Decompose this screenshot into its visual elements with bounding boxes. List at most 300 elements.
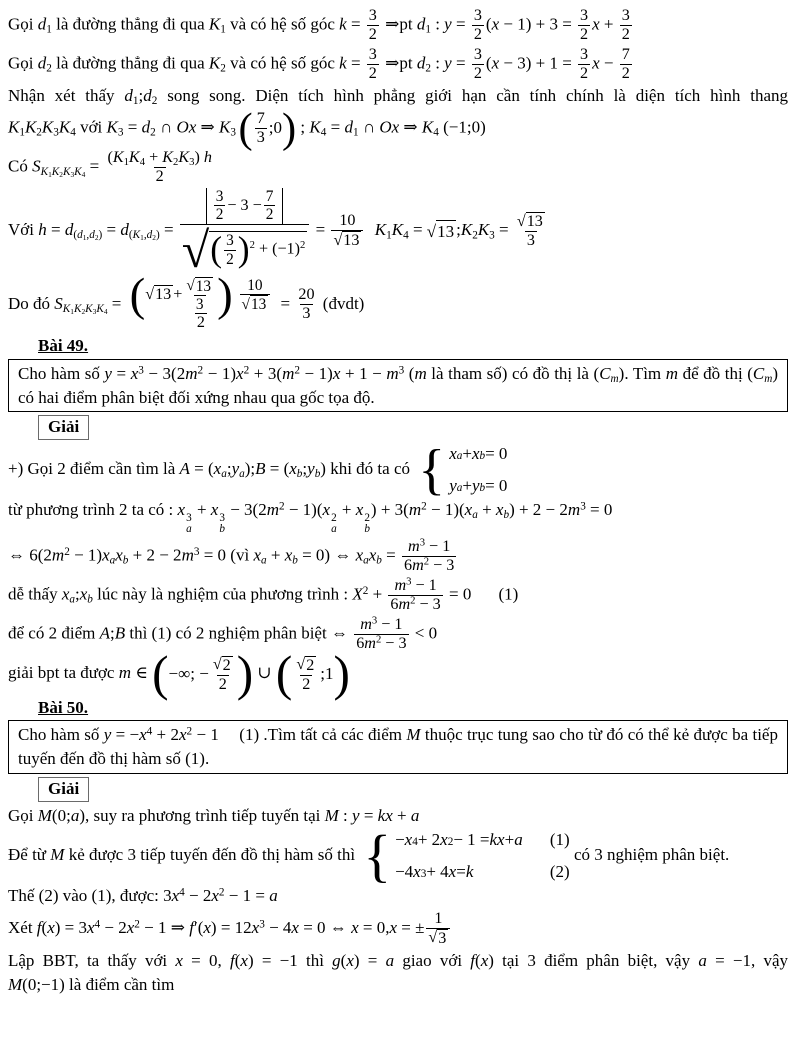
brace-icon: { xyxy=(418,439,446,502)
math-variable: b xyxy=(314,468,321,481)
math-variable: x xyxy=(289,459,297,479)
math-variable: d xyxy=(416,53,426,73)
math-variable: K xyxy=(58,117,71,137)
line-tuong-duong-6: ⇔ $6(2m^2 - 1)x_ax_b + 2 - 2m^3 = 0$ (vì $x_a + x_b = 0$) ⇔ $x_ax_b$ = $\frac{m^3 - 1}{6m^2 - 3}$ xyxy=(8,537,455,574)
subscript xyxy=(611,373,619,385)
giai-label-50: Giải xyxy=(38,777,89,802)
subscript: 1 xyxy=(386,229,392,242)
subscript: 2 xyxy=(59,169,63,179)
math-variable: m xyxy=(181,545,194,565)
radical-icon: √ xyxy=(186,277,195,295)
math-variable: m xyxy=(412,556,424,574)
superscript: 3 xyxy=(371,615,378,627)
square-root: √ 2 xyxy=(212,655,231,674)
subscript: 3 xyxy=(70,169,75,179)
math-variable: K xyxy=(24,117,37,137)
subscript: 2 xyxy=(36,126,42,139)
math-variable: m xyxy=(118,663,132,683)
subscript xyxy=(123,554,129,566)
math-variable: y xyxy=(307,459,315,479)
fraction: √ 2 2 xyxy=(296,655,315,693)
math-variable: K xyxy=(106,117,118,137)
fraction: 1 √ 3 xyxy=(426,910,450,948)
math-variable: x xyxy=(291,917,299,937)
superscript: 4 xyxy=(179,886,185,899)
subscript xyxy=(315,468,321,480)
math-variable: x xyxy=(178,725,187,745)
superscript: 2 xyxy=(186,725,193,738)
line-lap-bbt: Lập BBT, ta thấy với x = 0, f(x) = −1 thì g(x) = a giao với f(x) tại 3 điểm phân biệt, vậy a = −1, vậy xyxy=(8,950,789,970)
math-variable: x xyxy=(355,545,364,565)
math-variable: K xyxy=(62,165,71,178)
bai-49-problem-box: Cho hàm số $y = x^3 - 3(2m^2 - 1)x^2 + 3(m^2 - 1)x + 1 - m^3$ (m là tham số) có đồ thị là $(C_m)$. Tìm m để đồ thị $(C_m)$ có hai điểm phân biệt đối xứng nhau qua gốc tọa độ. xyxy=(8,359,788,413)
bai-49-heading: Bài 49. xyxy=(38,336,89,356)
superscript: 2 xyxy=(410,595,416,607)
fraction xyxy=(180,188,310,278)
math-variable: x xyxy=(236,363,244,383)
superscript: 2 xyxy=(249,240,255,252)
math-variable: K xyxy=(74,165,82,178)
math-variable: C xyxy=(752,363,765,383)
math-variable: y xyxy=(444,14,452,34)
subscript: 3 xyxy=(92,306,97,316)
math-variable: m xyxy=(408,500,422,520)
math-variable: d xyxy=(89,229,95,242)
subscript: 4 xyxy=(320,126,327,139)
math-variable: m xyxy=(282,363,295,383)
math-variable: K xyxy=(391,220,404,240)
math-variable: S xyxy=(32,156,41,176)
math-variable: x xyxy=(87,917,95,937)
fraction: $\frac{3}{2}$ xyxy=(368,7,377,44)
math-variable: m xyxy=(764,373,773,386)
math-variable: m xyxy=(185,363,198,383)
subscript xyxy=(69,594,75,606)
subscript: 2 xyxy=(472,229,478,242)
fraction: $\frac{3}{2}$ xyxy=(368,46,377,83)
line-de-thay: dễ thấy $x_a;x_b$ lúc này là nghiệm của phương trình : $X^2$ + $\frac{m^3 - 1}{6m^2 - 3}$ = 0 (1) xyxy=(8,576,519,614)
math-variable: x xyxy=(79,584,88,604)
subscript: (d1,d2) xyxy=(73,229,103,243)
math-variable: x xyxy=(171,886,180,906)
math-variable: x xyxy=(253,545,261,565)
math-variable: b xyxy=(479,450,486,463)
math-variable: kx xyxy=(377,805,393,825)
math-variable: B xyxy=(255,459,266,479)
subscript: 3 xyxy=(489,229,495,242)
parenthesized-group: ( −∞; − √ 2 2 ) xyxy=(152,646,254,702)
math-variable: d xyxy=(120,220,129,240)
superscript: 3 xyxy=(193,545,200,558)
math-variable: x xyxy=(177,500,186,520)
math-variable: x xyxy=(464,500,473,520)
math-variable: f xyxy=(189,917,194,937)
math-variable: x xyxy=(322,500,331,520)
math-variable: h xyxy=(203,149,212,166)
system-row: x a + x b = 0 xyxy=(449,443,507,465)
math-variable: y xyxy=(103,725,112,745)
math-variable: a xyxy=(385,950,395,970)
line-nhan-xet: Nhận xét thấy $d_1;d_2$ song song. Diện tích hình phẳng giới hạn cần tính chính là diện tích hình thang xyxy=(8,86,788,108)
math-variable: M xyxy=(406,725,421,745)
math-variable: K xyxy=(162,149,173,166)
math-variable: K xyxy=(421,117,434,137)
system-row: − x 4 + 2 x 2 − 1 = kx + a (1) xyxy=(395,829,570,851)
math-variable: x xyxy=(130,363,139,383)
superscript: 2 xyxy=(243,364,250,377)
superscript: 2 xyxy=(294,364,300,377)
subscript: 2 xyxy=(152,233,156,243)
radical-icon: √ xyxy=(296,655,306,673)
fraction: √ 2 2 xyxy=(212,655,231,693)
sub-sup-stack: 2 b xyxy=(364,511,370,536)
math-variable: Ox xyxy=(379,117,400,137)
subscript: 2 xyxy=(151,95,158,108)
subscript xyxy=(472,509,478,521)
math-variable: Ox xyxy=(176,117,197,137)
math-variable: K xyxy=(374,220,387,240)
math-variable: x xyxy=(471,444,480,464)
math-variable: d xyxy=(141,117,151,137)
math-variable: x xyxy=(355,500,364,520)
math-variable: S xyxy=(54,293,63,313)
math-variable: a xyxy=(260,554,267,567)
subscript: 2 xyxy=(46,62,52,75)
math-variable: A xyxy=(179,459,190,479)
math-variable: K xyxy=(208,14,221,34)
math-variable: d xyxy=(143,86,152,106)
math-variable: K xyxy=(8,117,20,137)
equation-system xyxy=(418,439,508,502)
subscript xyxy=(297,468,303,480)
subscript: 1 xyxy=(19,126,25,139)
math-variable: x xyxy=(332,363,341,383)
math-variable: K xyxy=(73,302,82,315)
math-variable: x xyxy=(126,917,135,937)
subscript: 2 xyxy=(81,306,86,316)
math-variable: x xyxy=(368,545,377,565)
brace-icon: { xyxy=(363,823,392,889)
math-variable: K xyxy=(51,165,60,178)
math-variable: m xyxy=(414,363,427,383)
math-variable: m xyxy=(386,363,399,383)
math-variable: y xyxy=(104,363,112,383)
fraction: √ 13 3 xyxy=(516,212,543,250)
math-variable: x xyxy=(102,545,110,565)
math-variable: k xyxy=(339,14,347,34)
superscript: 4 xyxy=(94,918,101,930)
subscript: 3 xyxy=(230,126,236,139)
radical-icon: √ xyxy=(241,295,250,313)
line-de-tu-m: Để từ M kẻ được 3 tiếp tuyến đến đồ thị hàm số thì { − x 4 + 2 x 2 − 1 = kx + a (1) −4 x 3 + 4 x = k (2) có 3 nghiệm phân biệt. xyxy=(8,823,730,889)
subscript xyxy=(63,303,108,315)
math-variable: M xyxy=(37,805,52,825)
giai-label-49-wrap xyxy=(38,415,788,440)
subscript: 1 xyxy=(352,126,359,139)
math-variable: d xyxy=(37,14,47,34)
radical-icon: √ xyxy=(212,655,222,673)
superscript: 2 xyxy=(64,545,70,558)
math-variable: x xyxy=(346,950,354,970)
math-variable: K xyxy=(208,53,221,73)
sub-sup-stack: 3 a xyxy=(186,511,192,536)
superscript: 3 xyxy=(138,364,144,377)
math-variable: d xyxy=(344,117,353,137)
math-variable: d xyxy=(146,229,153,242)
document-content xyxy=(8,7,788,997)
math-variable: x xyxy=(440,830,448,850)
math-variable: K xyxy=(96,302,104,315)
subscript: 1 xyxy=(82,233,87,243)
superscript: 3 xyxy=(259,918,265,930)
radical-icon: √ xyxy=(181,221,210,278)
line-goi-d2: Gọi $d_2$ là đường thẳng đi qua $K_2$ và có hệ số góc k = $\frac{3}{2}$ ⇒pt $d_2$ : y = $\frac{3}{2}$ (x − 3) + 1 = $\frac{3}{2}$ x − $\frac{7}{2}$ xyxy=(8,46,630,83)
math-variable: x xyxy=(115,545,123,565)
math-variable: K xyxy=(85,302,93,315)
math-variable: K xyxy=(477,220,490,240)
math-variable: f xyxy=(470,950,476,970)
fraction: $\frac{m^3 - 1}{6m^2 - 3}$ xyxy=(390,576,441,614)
square-root: √ 13 xyxy=(241,295,267,314)
parenthesized-group: ( √ 13 + √ 13 3 ) xyxy=(129,268,233,321)
math-variable: x xyxy=(240,950,248,970)
subscript: 1 xyxy=(220,23,226,36)
superscript: 3 xyxy=(398,364,405,377)
math-variable: M xyxy=(324,805,339,825)
math-variable: y xyxy=(449,475,457,495)
superscript: 3 xyxy=(580,500,586,513)
math-variable: x xyxy=(491,14,500,34)
math-variable: d xyxy=(124,86,133,106)
math-variable: b xyxy=(87,593,93,606)
math-variable: f xyxy=(229,950,235,970)
math-variable: a xyxy=(363,554,369,567)
line-de-co-2-diem: để có 2 điểm A;B thì (1) có 2 nghiệm phân biệt ⇔ $\frac{m^3 - 1}{6m^2 - 3}$ < 0 xyxy=(8,615,438,653)
math-variable: f xyxy=(36,917,42,937)
superscript: 4 xyxy=(146,725,153,738)
line-xet-fx: Xét $f(x) = 3x^4 - 2x^2 - 1$ ⇒ $f'(x) = 12x^3 - 4x = 0$ ⇔ x = 0,x = ± 1 √ 3 xyxy=(8,910,788,948)
math-variable: m xyxy=(51,545,65,565)
subscript: 4 xyxy=(139,156,146,168)
radical-icon: √ xyxy=(145,285,155,303)
math-variable: M xyxy=(8,975,23,995)
math-variable: x xyxy=(480,950,489,970)
radical-icon: √ xyxy=(428,929,438,947)
math-variable: a xyxy=(456,450,463,463)
math-variable: x xyxy=(592,14,600,34)
line-co-s: Có $S_{K_1K_2K_3K_4}$ = $\frac{(K_1K_4 + K_2K_3) h}{2}$ xyxy=(8,149,212,186)
math-variable: x xyxy=(284,545,293,565)
fraction: $\frac{3}{2}$ xyxy=(473,46,482,83)
math-variable: g xyxy=(332,950,341,970)
math-variable: K xyxy=(112,149,124,166)
math-variable: a xyxy=(331,523,337,536)
square-root: √ ( $\frac{3}{2}$ ) $^2 + (-1)^2$ xyxy=(181,221,306,278)
math-variable: K xyxy=(219,117,231,137)
parenthesized-group: ( $\frac{3}{2}$ ) xyxy=(210,229,250,270)
math-variable: a xyxy=(472,509,478,522)
fraction: ( √ 13 + √ 13 3 ) 10 √ 13 2 xyxy=(128,277,275,333)
line-tu-phuong-trinh: từ phương trình 2 ta có : x 3 a + x 3 b − $3(2m^2 - 1)(x$ 2 a + x 2 b ) + $3(m^2 - 1)(x_a + x_b) + 2 - 2m^3 = 0$ xyxy=(8,500,613,536)
math-variable: x xyxy=(449,444,457,464)
math-variable: x xyxy=(213,459,222,479)
math-variable: x xyxy=(389,917,397,937)
math-variable: K xyxy=(132,229,141,242)
math-variable: b xyxy=(219,523,225,536)
subscript: 4 xyxy=(70,126,76,139)
math-variable: a xyxy=(70,805,80,825)
subscript: 1 xyxy=(132,95,139,108)
math-variable: d xyxy=(416,14,426,34)
math-variable: K xyxy=(128,149,140,166)
absolute-value: $\frac{3}{2}$ − 3 − $\frac{7}{2}$ xyxy=(206,188,284,223)
line-m-0-1: M(0;−1) là điểm cần tìm xyxy=(8,975,175,995)
math-variable: x xyxy=(495,500,504,520)
fraction: $\frac{7}{3}$ xyxy=(256,109,265,146)
math-variable: a xyxy=(514,830,523,850)
subscript xyxy=(261,554,267,566)
subscript: 4 xyxy=(103,306,108,316)
math-variable: b xyxy=(292,554,298,567)
line-giai-bpt: giải bpt ta được m ∈ ( −∞; − √ 2 2 ) ∪ ( √ 2 2 ;1 ) xyxy=(8,646,350,702)
math-variable: m xyxy=(567,500,581,520)
fraction: $\frac{3}{2}$ xyxy=(580,46,589,83)
math-variable: a xyxy=(69,593,75,606)
square-root: √ 3 xyxy=(428,929,447,947)
subscript: 3 xyxy=(53,126,59,139)
subscript: 3 xyxy=(117,126,124,139)
math-variable: m xyxy=(665,363,678,383)
math-variable: a xyxy=(698,950,707,970)
line-hinh-thang-k: $K_1K_2K_3K_4$ với $K_3 = d_2$ ∩ Ox ⇒ $K_3$ ( $\frac{7}{3}$ ;0 ) ; $K_4 = d_1$ ∩ Ox ⇒ $K_4$ (−1;0) xyxy=(8,104,486,152)
square-root: √ 13 xyxy=(516,212,543,231)
system-row: −4 x 3 + 4 x = k (2) xyxy=(395,861,570,883)
subscript: 2 xyxy=(220,62,226,75)
superscript: 2 xyxy=(218,886,225,899)
line-voi-h: Với $h = d_{(d_1,d_2)} = d_{(K_1,d_2)}$ = $\frac{3}{2}$ − 3 − $\frac{7}{2}$ √ ( $\frac{3}{2}$ ) $^2 + (-1)^2$ = 10 √ 13 $K_1K_4$ = √ 13 $;K_2K_3$ = √ 13 3 xyxy=(8,188,788,274)
math-variable: X xyxy=(352,584,363,604)
math-variable: K xyxy=(41,117,54,137)
line-goi-m: Gọi M(0;a), suy ra phương trình tiếp tuyến tại M : y = kx + a xyxy=(8,805,420,825)
superscript: 2 xyxy=(362,584,369,597)
superscript: 2 xyxy=(134,918,140,930)
system-row: y a + y b = 0 xyxy=(449,475,507,497)
math-variable: B xyxy=(114,623,126,643)
radical-icon: √ xyxy=(516,212,526,230)
math-variable: x xyxy=(448,861,457,881)
parenthesized-group: ( $\frac{7}{3}$ ;0 ) xyxy=(238,104,297,152)
superscript: 2 xyxy=(197,364,204,377)
math-variable: m xyxy=(364,635,376,653)
math-variable: x xyxy=(404,830,413,850)
math-variable: x xyxy=(139,725,147,745)
fraction: 10 √ 13 xyxy=(240,277,271,314)
subscript: 3 xyxy=(189,156,195,168)
math-variable: x xyxy=(251,917,260,937)
math-variable: x xyxy=(47,917,55,937)
math-variable: m xyxy=(398,596,411,614)
math-variable: K xyxy=(178,149,190,166)
math-variable: b xyxy=(503,509,510,522)
math-variable: a xyxy=(221,468,227,481)
superscript: 2 xyxy=(375,634,382,646)
sub-sup-stack: 2 a xyxy=(331,511,337,536)
subscript: 1 xyxy=(123,156,129,168)
fraction: $\frac{3}{2}$ xyxy=(215,188,224,224)
subscript: 4 xyxy=(433,126,439,139)
math-variable: x xyxy=(203,917,211,937)
math-variable: x xyxy=(592,53,600,73)
fraction: $\frac{m^3 - 1}{6m^2 - 3}$ xyxy=(356,615,407,653)
math-variable: A xyxy=(99,623,110,643)
bai-50-heading: Bài 50. xyxy=(38,697,89,717)
subscript: 1 xyxy=(425,23,431,36)
math-variable: d xyxy=(64,220,74,240)
math-variable: a xyxy=(186,523,192,536)
fraction: $\frac{3}{2}$ xyxy=(580,7,589,44)
math-variable: m xyxy=(266,500,279,520)
math-variable: k xyxy=(465,861,474,881)
radical-icon: √ xyxy=(333,231,343,249)
fraction: $\frac{7}{2}$ xyxy=(621,46,630,83)
math-variable: x xyxy=(175,950,183,970)
math-variable: a xyxy=(456,481,463,494)
bai-50-problem-box: Cho hàm số $y = -x^4 + 2x^2 - 1$ (1) .Tìm tất cả các điểm M thuộc trục tung sao cho từ đó có thể kẻ được ba tiếp tuyến đến đồ thị hàm số (1). xyxy=(8,720,788,774)
square-root: √ 13 xyxy=(333,231,360,250)
line-do-do-s: Do đó $S_{K_1K_2K_3K_4}$ = ( √ 13 + √ 13 3 ) 10 √ 13 2 = $\frac{20}{3}$ (đvdt) xyxy=(8,268,365,332)
math-variable: k xyxy=(339,53,347,73)
subscript: (K1,d2) xyxy=(128,229,160,243)
equation-system xyxy=(363,823,570,889)
subscript: 2 xyxy=(94,233,99,243)
superscript: 3 xyxy=(419,537,426,549)
superscript: 2 xyxy=(423,556,430,568)
math-variable: m xyxy=(610,373,619,386)
fraction: $\frac{3}{2}$ xyxy=(226,232,234,268)
math-variable: y xyxy=(471,475,480,495)
math-variable: x xyxy=(413,861,421,881)
line-the-2-vao-1: Thế (2) vào (1), được: $3x^4 - 2x^2 - 1 = a$ xyxy=(8,886,278,906)
math-variable: a xyxy=(410,805,420,825)
giai-label-50-wrap xyxy=(38,777,788,802)
subscript: 1 xyxy=(140,233,144,243)
subscript xyxy=(292,554,298,566)
math-variable: y xyxy=(352,805,360,825)
math-variable: b xyxy=(296,468,303,481)
math-variable: a xyxy=(109,554,116,567)
math-variable: K xyxy=(309,117,321,137)
subscript xyxy=(87,594,93,606)
math-variable: m xyxy=(360,616,372,634)
fraction: $\frac{20}{3}$ xyxy=(298,285,315,323)
math-variable: x xyxy=(211,886,219,906)
line-goi-2-diem: +) Gọi 2 điểm cần tìm là $A = (x_a;y_a);B$ = $(x_b;y_b)$ khi đó ta có { x a + x b = 0 y a + y b = 0 xyxy=(8,439,508,502)
fraction: $\frac{m^3 - 1}{6m^2 - 3}$ xyxy=(404,537,455,574)
math-variable: K xyxy=(62,302,71,315)
math-variable: a xyxy=(269,886,278,906)
fraction: √ 13 3 xyxy=(186,277,212,314)
math-variable: b xyxy=(479,481,486,494)
math-variable: d xyxy=(37,53,47,73)
superscript: 2 xyxy=(300,240,306,252)
subscript xyxy=(41,166,86,178)
line-goi-d1: Gọi $d_1$ là đường thẳng đi qua $K_1$ và có hệ số góc k = $\frac{3}{2}$ ⇒pt $d_1$ : y = $\frac{3}{2}$ (x − 1) + 3 = $\frac{3}{2}$ x + $\frac{3}{2}$ xyxy=(8,7,630,44)
square-root: √ 13 xyxy=(186,277,212,295)
parenthesized-group: ( √ 2 2 ;1 ) xyxy=(275,646,350,702)
subscript xyxy=(376,554,382,566)
math-variable: b xyxy=(376,554,382,567)
fraction: $\frac{3}{2}$ xyxy=(473,7,482,44)
